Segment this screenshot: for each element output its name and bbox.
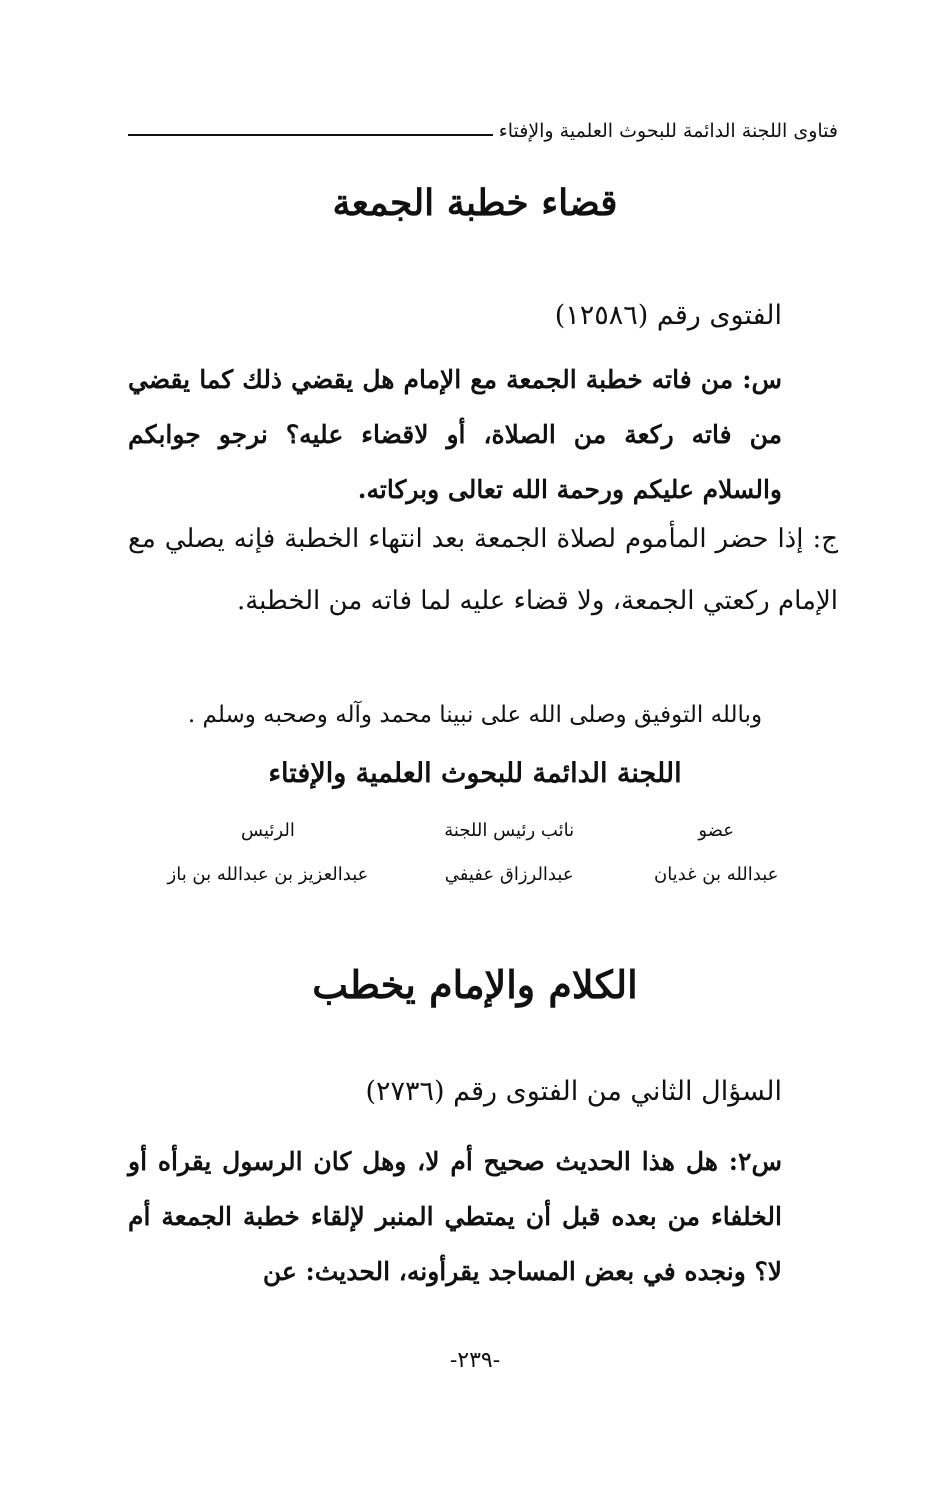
signatory-names	[160, 864, 780, 885]
running-header-rule	[128, 134, 493, 136]
page-number: -٢٣٩-	[449, 1348, 501, 1373]
member-name: عبدالله بن غديان	[653, 864, 779, 885]
question-text: س٢: هل هذا الحديث صحيح أم لا، وهل كان الرسول يقرأه أو الخلفاء من بعده قبل أن يمتطي المنبر لإلقاء خطبة الجمعة أم لا؟ ونجده في بعض المساجد يقرأونه، الحديث: عن	[128, 1147, 782, 1286]
section-title: قضاء خطبة الجمعة	[332, 182, 618, 224]
answer-text: ج: إذا حضر المأموم لصلاة الجمعة بعد انتهاء الخطبة فإنه يصلي مع الإمام ركعتي الجمعة، ولا قضاء عليه لما فاته من الخطبة.	[128, 524, 838, 616]
section-title: الكلام والإمام يخطب	[312, 962, 638, 1007]
member-role: عضو	[698, 820, 735, 841]
signatory-roles	[160, 820, 780, 841]
chair-role: الرئيس	[241, 820, 295, 841]
running-header-title: فتاوى اللجنة الدائمة للبحوث العلمية والإفتاء	[498, 120, 838, 142]
fatwa-number: الفتوى رقم (١٢٥٨٦)	[554, 300, 782, 331]
closing-formula: وبالله التوفيق وصلى الله على نبينا محمد وآله وصحبه وسلم .	[187, 702, 763, 728]
deputy-role: نائب رئيس اللجنة	[444, 820, 575, 841]
committee-name: اللجنة الدائمة للبحوث العلمية والإفتاء	[268, 758, 682, 789]
fatwa-number: السؤال الثاني من الفتوى رقم (٢٧٣٦)	[365, 1076, 782, 1107]
chair-name: عبدالعزيز بن عبدالله بن باز	[167, 864, 369, 885]
running-header	[128, 112, 838, 142]
question-text: س: من فاته خطبة الجمعة مع الإمام هل يقضي ذلك كما يقضي من فاته ركعة من الصلاة، أو لاقضاء عليه؟ نرجو جوابكم والسلام عليكم ورحمة الله تعالى وبركاته.	[128, 365, 782, 504]
deputy-name: عبدالرزاق عفيفي	[444, 864, 574, 885]
